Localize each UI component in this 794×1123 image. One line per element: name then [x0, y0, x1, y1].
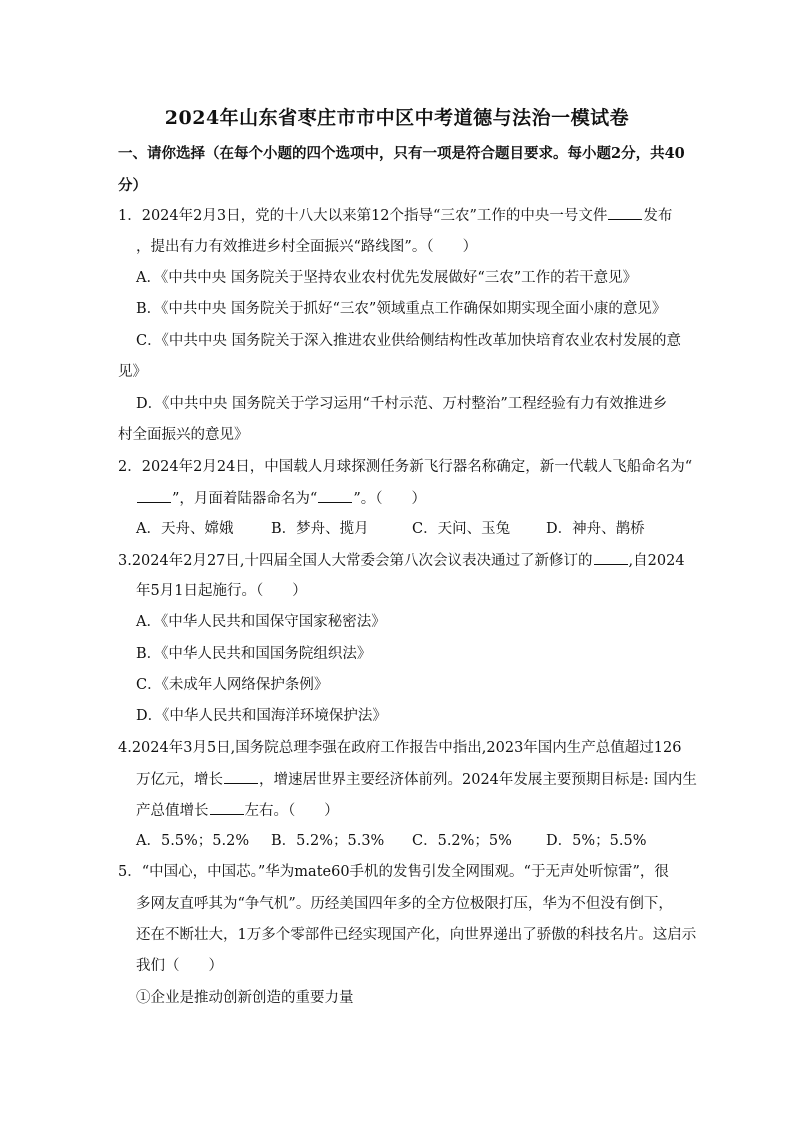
exam-title: 2024年山东省枣庄市市中区中考道德与法治一模试卷 [164, 107, 630, 129]
q1-option-a: A．《中共中央 国务院关于坚持农业农村优先发展做好“三农”工作的若干意见》 [136, 270, 638, 286]
q1-stem-line1 [118, 205, 672, 226]
q4-option-c: C．5.2%；5% [412, 833, 512, 849]
q4-stem-text-a: 万亿元，增长 [136, 772, 223, 788]
q1-option-d-line2: 村全面振兴的意见》 [118, 427, 249, 443]
q1-option-b: B．《中共中央 国务院关于抓好“三农”领域重点工作确保如期实现全面小康的意见》 [136, 301, 667, 317]
q1-option-c-line2: 见》 [118, 364, 147, 380]
q3-option-b: B．《中华人民共和国国务院组织法》 [136, 646, 372, 662]
q5-stem-line3: 还在不断壮大，1万多个零部件已经实现国产化，向世界递出了骄傲的科技名片。这启示 [136, 927, 697, 943]
q4-option-b: B．5.2%；5.3% [271, 833, 385, 849]
q2-option-c: C．天问、玉兔 [412, 521, 511, 537]
q5-stem-line4: 我们（ ） [136, 958, 223, 974]
q4-stem-line2 [136, 769, 697, 790]
q4-stem-text-d: 左右。（ ） [244, 803, 339, 819]
q4-blank-1 [224, 769, 258, 784]
q3-option-d: D．《中华人民共和国海洋环境保护法》 [136, 708, 387, 724]
q2-stem-line2 [136, 488, 426, 509]
q2-blank-1 [137, 488, 171, 503]
q4-stem-line1: 4.2024年3月5日,国务院总理李强在政府工作报告中指出,2023年国内生产总值超过126 [118, 740, 682, 756]
q5-stem-line2: 多网友直呼其为“争气机”。历经美国四年多的全方位极限打压，华为不但没有倒下， [136, 896, 673, 912]
q5-item-1: ①企业是推动创新创造的重要力量 [136, 990, 354, 1006]
section-heading-line2: 分） [118, 177, 147, 194]
q3-stem-text-a: 3.2024年2月27日,十四届全国人大常委会第八次会议表决通过了新修订的 [118, 553, 593, 569]
q4-blank-2 [210, 800, 244, 815]
q2-option-b: B．梦舟、揽月 [271, 521, 369, 537]
q4-stem-line3 [136, 800, 339, 821]
q1-stem-text-a: 1．2024年2月3日，党的十八大以来第12个指导“三农”工作的中央一号文件 [118, 208, 608, 224]
q3-blank [594, 550, 628, 565]
q4-option-d: D．5%；5.5% [546, 833, 647, 849]
q1-stem-text-b: 发布 [643, 208, 673, 224]
q4-stem-text-b: ，增速居世界主要经济体前列。2024年发展主要预期目标是: 国内生 [259, 772, 697, 788]
q3-stem-text-b: ,自2024 [628, 553, 685, 569]
q3-stem-line2: 年5月1日起施行。（ ） [136, 583, 307, 599]
q3-option-a: A．《中华人民共和国保守国家秘密法》 [136, 614, 386, 630]
q2-stem-line1: 2．2024年2月24日，中国载人月球探测任务新飞行器名称确定，新一代载人飞船命名为“ [118, 459, 693, 475]
q1-stem-line2: ，提出有力有效推进乡村全面振兴“路线图”。（ ） [136, 239, 478, 255]
q4-stem-text-c: 产总值增长 [136, 803, 209, 819]
q2-stem-text-a: ”，月面着陆器命名为“ [172, 491, 318, 507]
q3-option-c: C．《未成年人网络保护条例》 [136, 677, 329, 693]
q2-option-d: D．神舟、鹊桥 [546, 521, 645, 537]
q5-stem-line1: 5．“中国心，中国芯。”华为mate60手机的发售引发全网围观。“于无声处听惊雷”，很 [118, 864, 669, 880]
q1-option-c-line1: C．《中共中央 国务院关于深入推进农业供给侧结构性改革加快培育农业农村发展的意 [136, 333, 681, 349]
q2-stem-text-b: ”。（ ） [353, 491, 426, 507]
q1-option-d-line1: D．《中共中央 国务院关于学习运用“千村示范、万村整治”工程经验有力有效推进乡 [136, 396, 668, 412]
q3-stem-line1 [118, 550, 685, 571]
q4-option-a: A．5.5%；5.2% [136, 833, 250, 849]
section-heading-line1: 一、请你选择（在每个小题的四个选项中，只有一项是符合题目要求。每小题2分，共40 [118, 145, 685, 162]
q2-blank-2 [318, 488, 352, 503]
q2-option-a: A．天舟、嫦娥 [136, 521, 234, 537]
q1-blank [608, 205, 642, 220]
